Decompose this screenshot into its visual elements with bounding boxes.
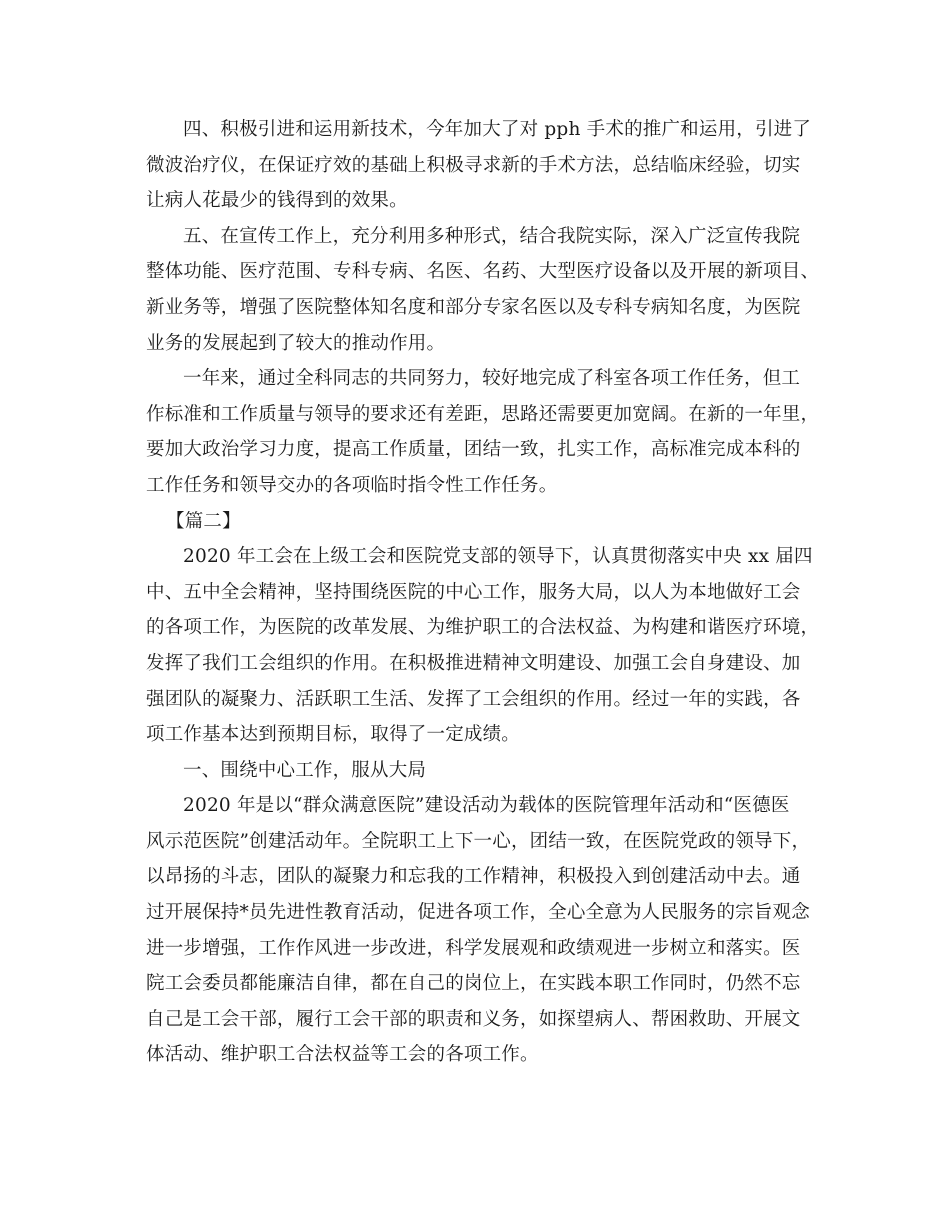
text-line: 微波治疗仪，在保证疗效的基础上积极寻求新的手术方法，总结临床经验，切实 [146,154,801,176]
text-line: 四、积极引进和运用新技术，今年加大了对 pph 手术的推广和运用，引进了 [183,119,812,140]
subheading: 一、围绕中心工作，服从大局 [183,759,427,781]
text-line: 的各项工作，为医院的改革发展、为维护职工的合法权益、为构建和谐医疗环境， [146,617,820,639]
text-line: 项工作基本达到预期目标，取得了一定成绩。 [146,724,521,746]
section-heading: 【篇二】 [166,510,241,532]
text-line: 强团队的凝聚力、活跃职工生活、发挥了工会组织的作用。经过一年的实践，各 [146,688,801,710]
text-line: 工作任务和领导交办的各项临时指令性工作任务。 [146,474,558,496]
text-line: 要加大政治学习力度，提高工作质量，团结一致，扎实工作，高标准完成本科的 [146,439,801,461]
text-line: 一年来，通过全科同志的共同努力，较好地完成了科室各项工作任务，但工 [183,368,801,390]
text-line: 过开展保持*员先进性教育活动，促进各项工作，全心全意为人民服务的宗旨观念 [146,902,810,924]
text-line: 作标准和工作质量与领导的要求还有差距，思路还需要更加宽阔。在新的一年里， [146,403,820,425]
paragraph-publicity [146,219,820,361]
text-line: 整体功能、医疗范围、专科专病、名医、名药、大型医疗设备以及开展的新项目、 [146,261,820,283]
text-line: 院工会委员都能廉洁自律，都在自己的岗位上，在实践本职工作同时，仍然不忘 [146,973,801,995]
text-line: 业务的发展起到了较大的推动作用。 [146,332,446,354]
text-line: 发挥了我们工会组织的作用。在积极推进精神文明建设、加强工会自身建设、加 [146,652,801,674]
text-line: 进一步增强，工作作风进一步改进，科学发展观和政绩观进一步树立和落实。医 [146,937,801,959]
text-line: 以昂扬的斗志，团队的凝聚力和忘我的工作精神，积极投入到创建活动中去。通 [146,866,801,888]
text-line: 风示范医院”创建活动年。全院职工上下一心，团结一致，在医院党政的领导下， [146,830,811,852]
text-line: 新业务等，增强了医院整体知名度和部分专家名医以及专科专病知名度，为医院 [146,296,801,318]
paragraph-activity-year [146,788,810,1073]
text-line: 自己是工会干部，履行工会干部的职责和义务，如探望病人、帮困救助、开展文 [146,1008,801,1030]
paragraph-new-technology [146,112,810,219]
paragraph-summary [146,361,820,503]
document-page [146,112,820,1073]
text-line: 让病人花最少的钱得到的效果。 [146,190,408,212]
text-line: 2020 年工会在上级工会和医院党支部的领导下，认真贯彻落实中央 xx 届四 [183,546,813,568]
text-line: 中、五中全会精神，坚持围绕医院的中心工作，服务大局，以人为本地做好工会 [146,581,801,603]
text-line: 五、在宣传工作上，充分利用多种形式，结合我院实际，深入广泛宣传我院 [183,225,801,247]
paragraph-union-overview [146,539,820,753]
text-line: 体活动、维护职工合法权益等工会的各项工作。 [146,1044,539,1066]
text-line: 2020 年是以“群众满意医院”建设活动为载体的医院管理年活动和“医德医 [183,795,790,817]
